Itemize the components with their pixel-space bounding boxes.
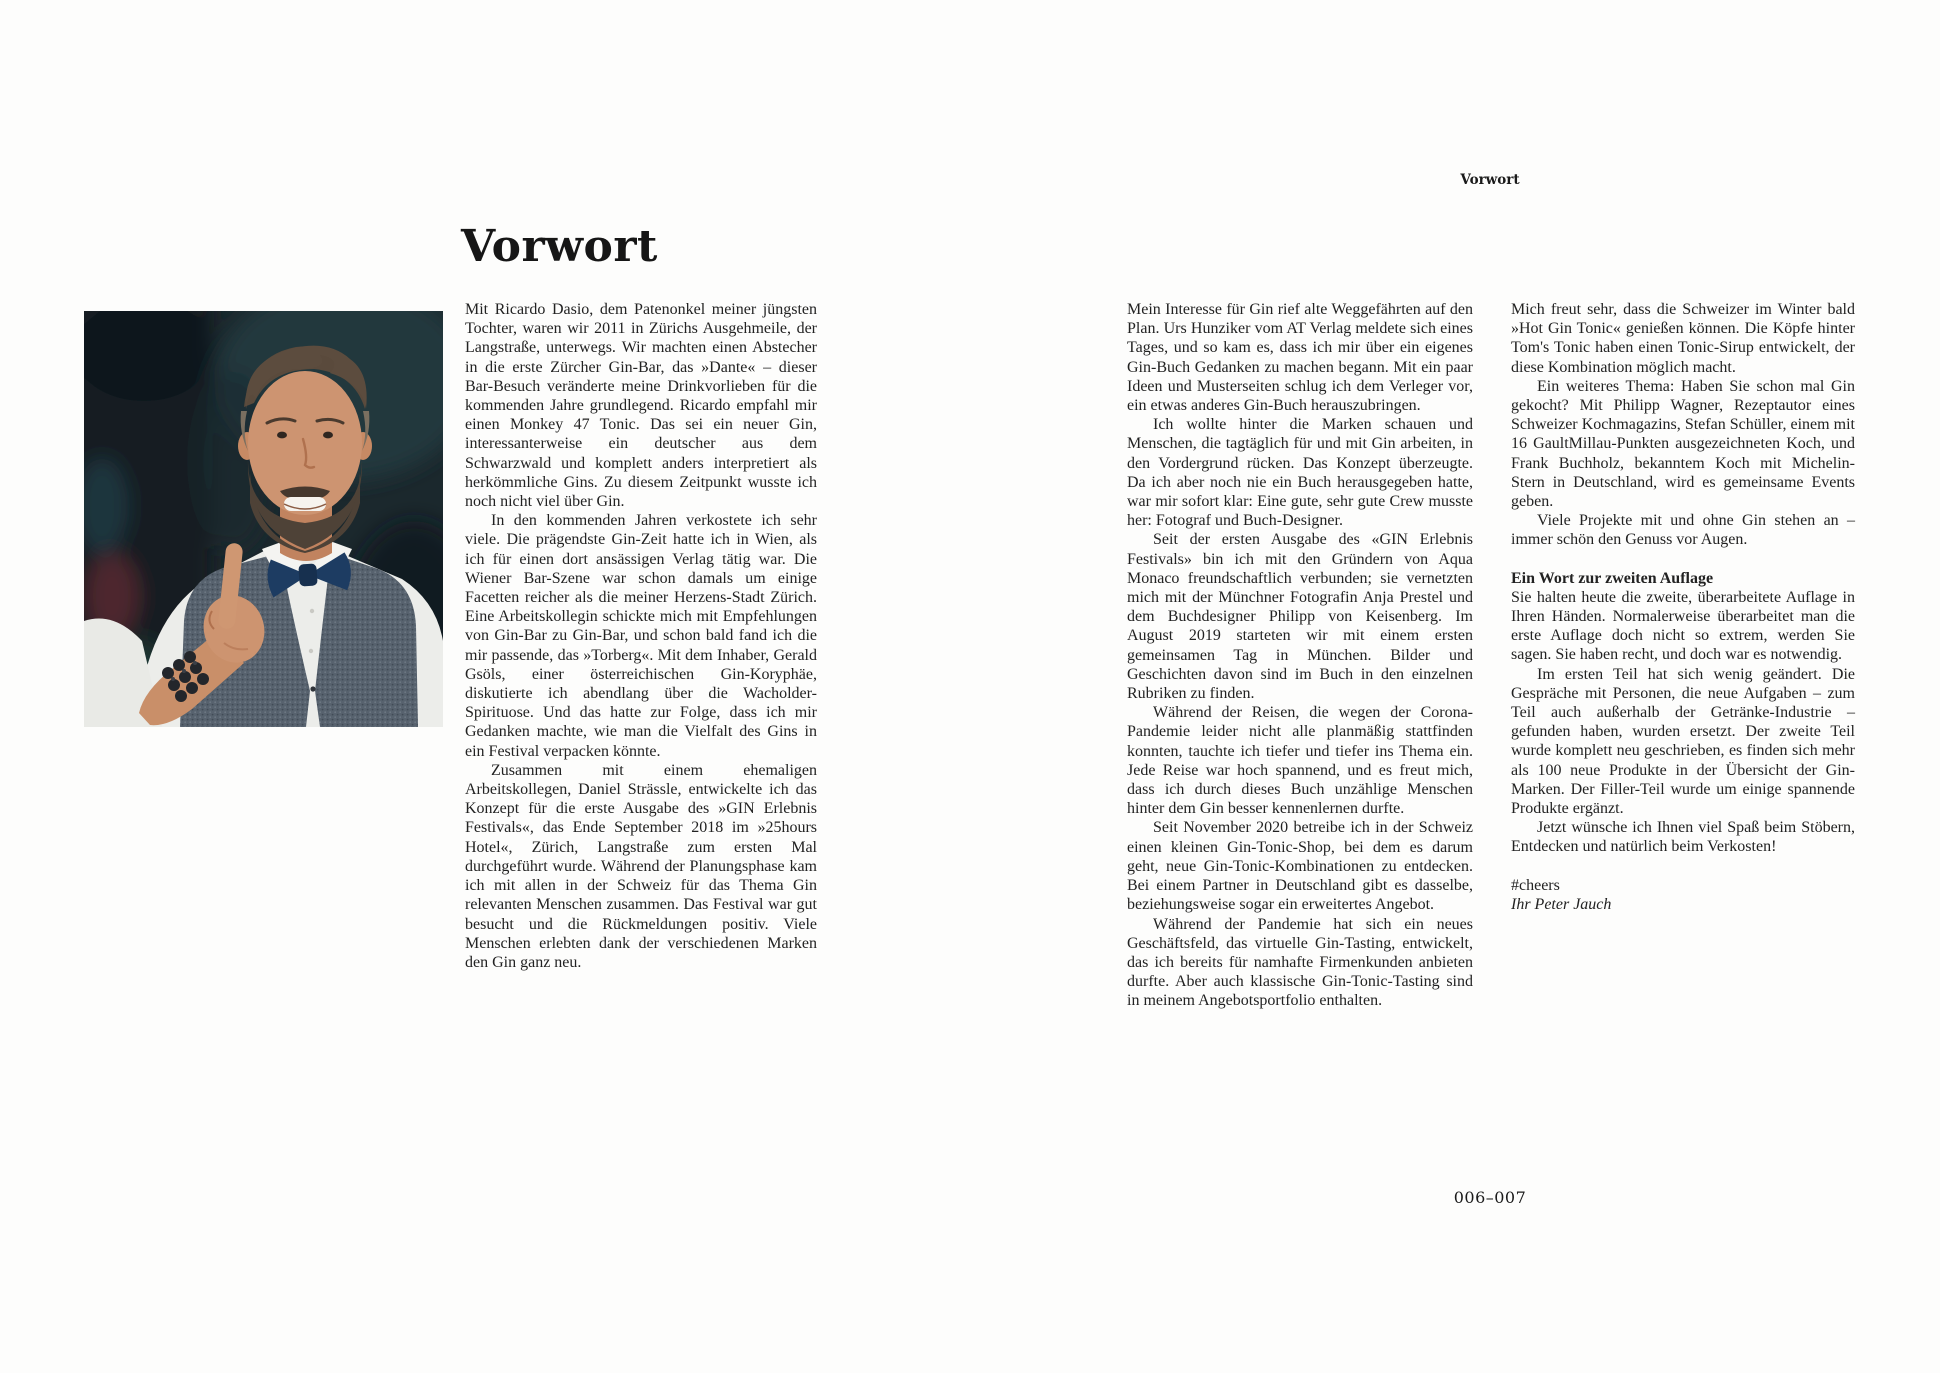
paragraph: Jetzt wünsche ich Ihnen viel Spaß beim Stöbern, Entdecken und natürlich beim Verkosten! (1511, 819, 1855, 856)
middle-column (1127, 300, 1473, 1011)
paragraph: Zusammen mit einem ehemaligen Arbeitskollegen, Daniel Strässle, entwickelte ich das Konzept für die erste Ausgabe des »GIN Erlebnis Festivals«, das Ende September 2018 im »25hours Hotel«, Zürich, Langstraße zum ersten Mal durchgeführt wurde. Während der Planungsphase kam ich mit allen in der Schweiz für das Thema Gin relevanten Menschen zusammen. Das Festival war gut besucht und die Rückmeldungen positiv. Viele Menschen erlebten dank der verschiedenen Marken den Gin ganz neu. (465, 761, 817, 971)
left-column (465, 300, 817, 972)
paragraph: Ich wollte hinter die Marken schauen und Menschen, die tagtäglich für und mit Gin arbeiten, in den Vordergrund rücken. Das Konzept überzeugte. Da ich aber noch nie ein Buch herausgegeben hatte, war mir sofort klar: Eine gute, sehr gute Crew musste her: Fotograf und Buch-Designer. (1127, 416, 1473, 530)
paragraph: Während der Reisen, die wegen der Corona-Pandemie leider nicht alle planmäßig stattfinden konnten, tauchte ich tiefer und tiefer ins Thema ein. Jede Reise war hoch spannend, und es freut mich, dass ich durch dieses Buch unzählige Menschen hinter dem Gin besser kennenlernen durfte. (1127, 704, 1473, 818)
running-header: Vorwort (1460, 172, 1520, 188)
spacer (1511, 550, 1855, 569)
paragraph: Seit November 2020 betreibe ich in der Schweiz einen kleinen Gin-Tonic-Shop, bei dem es darum geht, neue Gin-Tonic-Kombinationen zu entdecken. Bei einem Partner in Deutschland gibt es dasselbe, beziehungsweise sogar ein erweitertes Angebot. (1127, 819, 1473, 914)
hashtag-line: #cheers (1511, 876, 1560, 894)
portrait-photo-illustration (84, 311, 443, 727)
paragraph: Während der Pandemie hat sich ein neues Geschäftsfeld, das virtuelle Gin-Tasting, entwickelt, das ich bereits für namhafte Firmenkunden anbieten durfte. Aber auch klassische Gin-Tonic-Tasting sind in meinem Angebotsportfolio enthalten. (1127, 915, 1473, 1010)
paragraph: Viele Projekte mit und ohne Gin stehen an – immer schön den Genuss vor Augen. (1511, 512, 1855, 549)
paragraph: Mit Ricardo Dasio, dem Patenonkel meiner jüngsten Tochter, waren wir 2011 in Zürichs Ausgehmeile, der Langstraße, unterwegs. Wir machten einen Abstecher in die erste Zürcher Gin-Bar, das »Dante« – dieser Bar-Besuch veränderte meine Drinkvorlieben für die kommenden Jahre grundlegend. Ricardo empfahl mir einen Monkey 47 Tonic. Das sei ein neuer Gin, interessanterweise ein deutscher aus dem Schwarzwald und komplett anders interpretiert als herkömmliche Gins. Zu diesem Zeitpunkt wusste ich noch nicht viel über Gin. (465, 301, 817, 511)
page-title: Vorwort (461, 221, 658, 272)
right-column (1511, 300, 1855, 914)
spacer (1511, 857, 1855, 876)
page-number: 006–007 (1453, 1188, 1527, 1207)
paragraph: Seit der ersten Ausgabe des «GIN Erlebnis Festivals» bin ich mit den Gründern von Aqua Monaco freundschaftlich verbunden; sie vernetzten mich mit der Münchner Fotografin Anja Prestel und dem Buchdesigner Philipp von Keisenberg. Im August 2019 starteten wir mit einem ersten gemeinsamen Tag in München. Bilder und Geschichten davon sind im Buch in den einzelnen Rubriken zu finden. (1127, 531, 1473, 703)
signature-line: Ihr Peter Jauch (1511, 895, 1612, 913)
section-heading: Ein Wort zur zweiten Auflage (1511, 569, 1714, 587)
paragraph: In den kommenden Jahren verkostete ich sehr viele. Die prägendste Gin-Zeit hatte ich in Wien, als ich für einen dort ansässigen Verlag tätig war. Die Wiener Bar-Szene war schon damals um einige Facetten reicher als die meiner Herzens-Stadt Zürich. Eine Arbeitskollegin schickte mich mit Empfehlungen von Gin-Bar zu Gin-Bar, und schon bald fand ich die mir passende, das »Torberg«. Mit dem Inhaber, Gerald Gsöls, einer österreichischen Gin-Koryphäe, diskutierte ich abendlang über die Wacholder-Spirituose. Und das hatte zur Folge, dass ich mir Gedanken machte, wie man die Vielfalt des Gins in ein Festival verpacken könnte. (465, 512, 817, 760)
paragraph: Mich freut sehr, dass die Schweizer im Winter bald »Hot Gin Tonic« genießen können. Die Köpfe hinter Tom's Tonic haben einen Tonic-Sirup entwickelt, der diese Kombination möglich macht. (1511, 301, 1855, 376)
paragraph: Mein Interesse für Gin rief alte Weggefährten auf den Plan. Urs Hunziker vom AT Verlag meldete sich eines Tages, und so kam es, dass ich mir über ein eigenes Gin-Buch Gedanken zu machen begann. Mit ein paar Ideen und Musterseiten schlug ich dem Verleger vor, ein etwas anderes Gin-Buch herauszubringen. (1127, 301, 1473, 415)
paragraph: Im ersten Teil hat sich wenig geändert. Die Gespräche mit Personen, die neue Aufgaben – zum Teil auch außerhalb der Getränke-Industrie – gefunden haben, wurden ersetzt. Der zweite Teil wurde komplett neu geschrieben, es finden sich mehr als 100 neue Produkte in der Übersicht der Gin-Marken. Der Filler-Teil wurde um einige spannende Produkte ergänzt. (1511, 665, 1855, 818)
paragraph: Sie halten heute die zweite, überarbeitete Auflage in Ihren Händen. Normalerweise überarbeitet man die erste Auflage doch nicht so extrem, werden Sie sagen. Sie haben recht, und doch war es notwendig. (1511, 588, 1855, 664)
portrait-photo (84, 311, 443, 727)
paragraph: Ein weiteres Thema: Haben Sie schon mal Gin gekocht? Mit Philipp Wagner, Rezeptautor eines Schweizer Kochmagazins, Stefan Schüller, einem mit 16 GaultMillau-Punkten ausgezeichneten Koch, und Frank Buchholz, bekanntem Koch mit Michelin-Stern in Deutschland, wird es gemeinsame Events geben. (1511, 377, 1855, 511)
